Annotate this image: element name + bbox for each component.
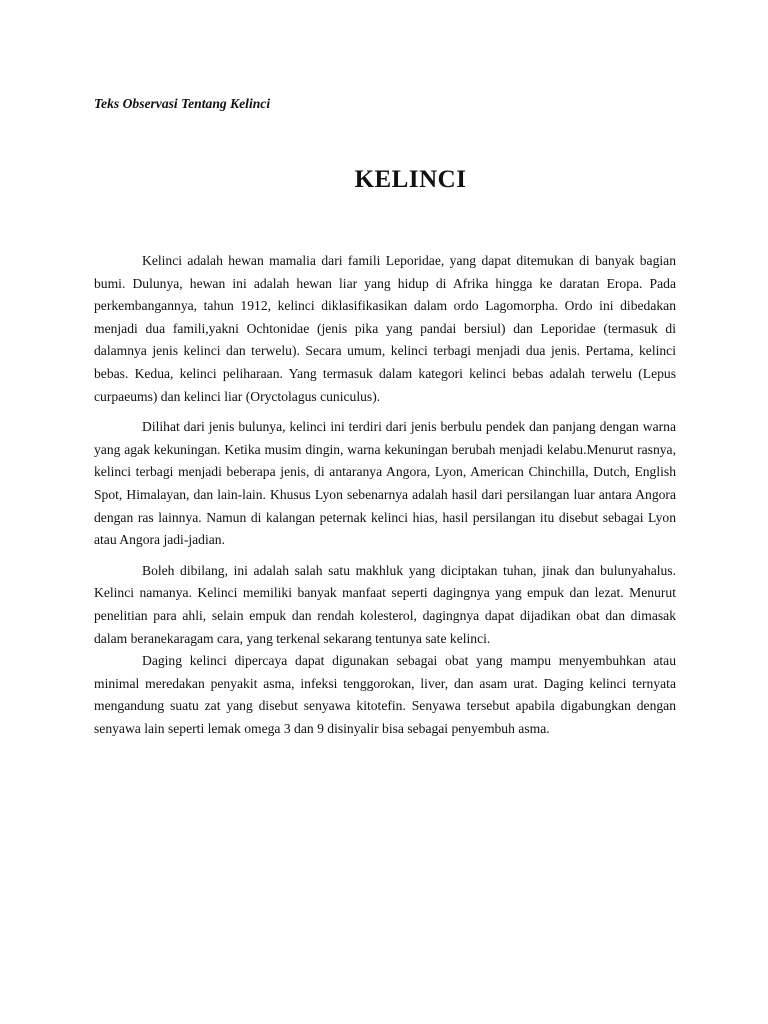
paragraph-4: Daging kelinci dipercaya dapat digunakan sebagai obat yang mampu menyembuhkan atau minimal meredakan penyakit asma, infeksi tenggorokan, liver, dan asam urat. Daging kelinci ternyata mengandung suatu zat yang disebut senyawa kitotefin. Senyawa tersebut apabila digabungkan dengan senyawa lain seperti lemak omega 3 dan 9 disinyalir bisa sebagai penyembuh asma. <box>94 653 676 736</box>
document-heading: Teks Observasi Tentang Kelinci <box>94 96 271 111</box>
paragraph-3: Boleh dibilang, ini adalah salah satu makhluk yang diciptakan tuhan, jinak dan bulunyahalus. Kelinci namanya. Kelinci memiliki banyak manfaat seperti dagingnya yang empuk dan lezat. Menurut penelitian para ahli, selain empuk dan rendah kolesterol, dagingnya dapat dijadikan obat dan dimasak dalam beranekaragam cara, yang terkenal sekarang tentunya sate kelinci. <box>94 562 676 646</box>
paragraph-2: Dilihat dari jenis bulunya, kelinci ini terdiri dari jenis berbulu pendek dan panjang dengan warna yang agak kekuningan. Ketika musim dingin, warna kekuningan berubah menjadi kelabu.Menurut rasnya, kelinci terbagi menjadi beberapa jenis, di antaranya Angora, Lyon, American Chinchilla, Dutch, English Spot, Himalayan, dan lain-lain. Khusus Lyon sebenarnya adalah hasil dari persilangan luar antara Angora dengan ras lainnya. Namun di kalangan peternak kelinci hias, hasil persilangan itu disebut sebagai Lyon atau Angora jadi-jadian. <box>94 419 676 548</box>
document-title: KELINCI <box>354 166 467 193</box>
paragraph-1: Kelinci adalah hewan mamalia dari famili Leporidae, yang dapat ditemukan di banyak bagian bumi. Dulunya, hewan ini adalah hewan liar yang hidup di Afrika hingga ke daratan Eropa. Pada perkembangannya, tahun 1912, kelinci diklasifikasikan dalam ordo Lagomorpha. Ordo ini dibedakan menjadi dua famili,yakni Ochtonidae (jenis pika yang pandai bersiul) dan Leporidae (termasuk di dalamnya jenis kelinci dan terwelu). Secara umum, kelinci terbagi menjadi dua jenis. Pertama, kelinci bebas. Kedua, kelinci peliharaan. Yang termasuk dalam kategori kelinci bebas adalah terwelu (Lepus curpaeums) dan kelinci liar (Oryctolagus cuniculus). <box>94 253 676 404</box>
document-body <box>94 250 676 740</box>
